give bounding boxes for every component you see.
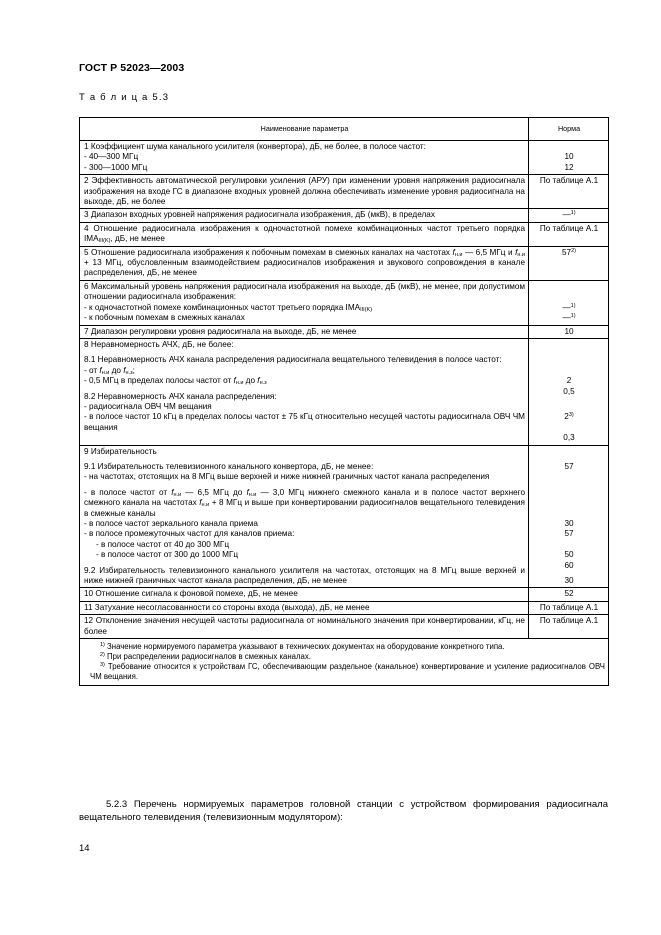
- row-11-value: По таблице А.1: [529, 601, 609, 614]
- table-footnotes-row: [80, 639, 609, 686]
- row-11-text: 11 Затухание несогласованности со стороны входа (выхода), дБ, не менее: [84, 602, 370, 612]
- row-6-text: 6 Максимальный уровень напряжения радиосигнала изображения на выходе, дБ (мкВ), не менее, при допустимом отношении радиосигнала изображения:: [84, 281, 525, 302]
- row-1-value-1: 10: [564, 152, 574, 162]
- row-8-value-1: 2: [566, 376, 572, 386]
- table-row: [80, 601, 609, 614]
- row-8-value-3: 2: [564, 412, 569, 422]
- row-3-value: —: [562, 210, 571, 220]
- row-2-value: По таблице А.1: [529, 175, 609, 209]
- row-9-2-text: 9.2 Избирательность телевизионного канального усилителя на частотах, отстоящих на 8 МГц выше верхней и ниже нижней граничных частот канала распределения, дБ, не менее: [84, 565, 525, 586]
- row-9-1-item-5: - в полосе частот от 40 до 300 МГц: [96, 539, 230, 549]
- row-6-item-1: - к одночастотной помехе комбинационных частот третьего порядка $IMA_{III(K)}$: [84, 302, 373, 313]
- row-9-1-item-4: - в полосе промежуточных частот для каналов приема:: [84, 529, 295, 539]
- row-8-1-item-2: - 0,5 МГц в пределах полосы частот от $f_{н.и}$ до $f_{н.з}$: [84, 376, 267, 387]
- row-9-title: 9 Избирательность: [84, 446, 157, 456]
- row-6-item-2: - к побочным помехам в смежных каналах: [84, 313, 245, 323]
- row-9-value-2: 30: [564, 519, 574, 528]
- parameters-table: [79, 117, 609, 686]
- table-footnotes: [80, 639, 609, 686]
- footnote-2: $^{2)}$ При распределении радиосигналов в смежных каналах.: [100, 652, 311, 662]
- row-10-value: 52: [529, 588, 609, 601]
- row-3-text: 3 Диапазон входных уровней напряжения радиосигнала изображения, дБ (мкВ), в пределах: [84, 210, 435, 220]
- row-8-value-2: 0,5: [563, 386, 575, 396]
- row-4-text: 4 Отношение радиосигнала изображения к одночастотной помехе комбинационных частот третьего порядка $IMA_{III(K)}$, дБ, не менее: [84, 223, 525, 245]
- table-row: [80, 588, 609, 601]
- footnote-1: $^{1)}$ Значение нормируемого параметра указывают в технических документах на оборудование конкретного типа.: [100, 642, 505, 652]
- row-9-1-item-1: - на частотах, отстоящих на 8 МГц выше верхней и ниже нижней граничных частот канала распределения: [84, 472, 490, 482]
- row-9-1-text: 9.1 Избирательность телевизионного канального конвертора, дБ, не менее:: [84, 461, 374, 471]
- row-1-text: 1 Коэффициент шума канального усилителя (конвертора), дБ, не более, в полосе частот:: [84, 142, 426, 151]
- table-row: [80, 222, 609, 246]
- row-8-title: 8 Неравномерность АЧХ, дБ, не более:: [84, 339, 234, 349]
- row-8-2-item-1: - радиосигнала ОВЧ ЧМ вещания: [84, 401, 212, 411]
- row-12-value: По таблице А.1: [529, 615, 609, 639]
- row-2-text: 2 Эффективность автоматической регулировки усиления (АРУ) при изменении уровня напряжения радиосигнала изображения на входе ГС в диапазоне входных уровней должна обеспечивать изменение уровня радиосигнала на выходе, дБ, не более: [84, 176, 525, 207]
- column-header-name: Наименование параметра: [80, 118, 529, 141]
- document-header: ГОСТ Р 52023—2003: [79, 62, 185, 74]
- row-7-text: 7 Диапазон регулировки уровня радиосигнала на выходе, дБ, не менее: [84, 326, 357, 336]
- row-1-value-2: 12: [564, 162, 574, 172]
- table-row: [80, 209, 609, 222]
- row-9-1-item-3: - в полосе частот зеркального канала приема: [84, 519, 258, 528]
- footnote-mark: 1): [570, 210, 576, 217]
- row-7-value: 10: [529, 325, 609, 338]
- row-8-2-item-2: - в полосе частот 10 кГц в пределах полосы частот ± 75 кГц относительно несущей частоты радиосигнала ОВЧ ЧМ вещания: [84, 412, 525, 432]
- row-1-item-1: - 40—300 МГц: [84, 152, 139, 162]
- row-9-value-92: 30: [564, 576, 574, 586]
- footnote-3: $^{3)}$ Требование относится к устройствам ГС, обеспечивающим раздельное (канальное) конвертирование и усиление радиосигналов ОВЧ ЧМ вещания.: [90, 662, 605, 681]
- table-row: [80, 325, 609, 338]
- section-paragraph: 5.2.3 Перечень нормируемых параметров головной станции с устройством формирования радиосигнала вещательного телевидения (телевизионным модулятором):: [79, 799, 608, 824]
- row-8-2-text: 8.2 Неравномерность АЧХ канала распределения:: [84, 391, 277, 401]
- row-10-text: 10 Отношение сигнала к фоновой помехе, дБ, не менее: [84, 589, 298, 599]
- row-9-value-5: 50: [564, 550, 574, 560]
- row-9-value-6: 60: [564, 560, 574, 570]
- table-row: 6 Максимальный уровень напряжения радиосигнала изображения на выходе, дБ (мкВ), не менее, при допустимом отношении радиосигнала изображения: - к одночастотной помехе комбинационных частот третьего порядка $IMA_{III(K)}$ - к побочным помехам в смежных каналах —$^{1)}$ —$^{1)}$: [80, 280, 609, 325]
- footnote-mark: 2): [571, 247, 576, 254]
- table-row: [80, 141, 609, 175]
- table-header-row: [80, 118, 609, 141]
- table-caption: Т а б л и ц а 5.3: [79, 92, 170, 103]
- table-row: [80, 246, 609, 280]
- row-9-1-item-2: - в полосе частот от $f_{н.и}$ — 6,5 МГц до $f_{н.и}$ — 3,0 МГц нижнего смежного канала и в полосе частот верхнего смежного канала на частотах $f_{н.и} + 8$ МГц и выше при конвертировании радиосигналов вещательного телевидения в смежные каналы: [84, 487, 525, 518]
- row-8-1-item-1: - от $f_{н.и}$ до $f_{н.з}$;: [84, 365, 135, 376]
- row-1-item-2: - 300—1000 МГц: [84, 162, 148, 172]
- row-9-1-item-6: - в полосе частот от 300 до 1000 МГц: [96, 550, 239, 560]
- row-9-value-3: 57: [564, 529, 574, 539]
- page-number: 14: [79, 843, 90, 854]
- column-header-norm: Норма: [529, 118, 609, 141]
- table-row: 8 Неравномерность АЧХ, дБ, не более: 8.1 Неравномерность АЧХ канала распределения радиосигнала вещательного телевидения в полосе частот: - от $f_{н.и}$ до $f_{н.з}$; - 0,5 МГц в пределах полосы частот от $f_{н.и}$ до $f_{н.з}$ 8.2 Неравномерность АЧХ канала распределения: - радиосигнала ОВЧ ЧМ вещания - в полосе частот 10 кГц в пределах полосы частот ± 75 кГц относительно несущей частоты радиосигнала ОВЧ ЧМ вещания 2 0,5 2$^{3)}$ 0,3: [80, 338, 609, 445]
- row-4-value: По таблице А.1: [529, 222, 609, 246]
- row-8-1-text: 8.1 Неравномерность АЧХ канала распределения радиосигнала вещательного телевидения в полосе частот:: [84, 355, 502, 365]
- table-row: [80, 445, 609, 588]
- row-6-value-2: —: [562, 313, 571, 323]
- table-row: [80, 175, 609, 209]
- row-8-value-4: 0,3: [563, 433, 575, 443]
- table-row: [80, 615, 609, 639]
- row-12-text: 12 Отклонение значения несущей частоты радиосигнала от номинального значения при конвертировании, кГц, не более: [84, 616, 525, 636]
- row-9-value-1: 57: [564, 461, 574, 471]
- row-6-value-1: —: [562, 302, 571, 312]
- row-5-text: 5 Отношение радиосигнала изображения к побочным помехам в смежных каналах на частотах $f_{н.и}$ — 6,5 МГц и $f_{н.и} + 13$ МГц, обусловленным взаимодействием радиосигналов изображения и звукового сопровождения в канале распределения, дБ, не менее: [84, 247, 525, 278]
- row-5-value: 57: [562, 247, 572, 257]
